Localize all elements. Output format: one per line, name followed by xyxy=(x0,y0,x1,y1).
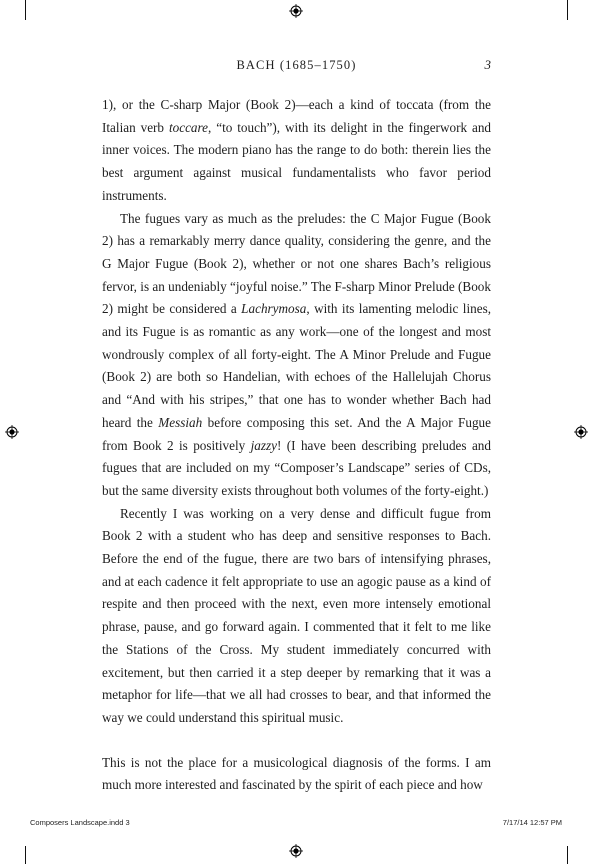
registration-mark-top-icon xyxy=(289,4,303,18)
paragraph-fugues xyxy=(102,208,491,503)
slug-timestamp: 7/17/14 12:57 PM xyxy=(502,818,562,827)
page-number: 3 xyxy=(484,57,491,72)
text-run: The fugues vary as much as the preludes: the C Major Fugue (Book 2) has a remarkably merry dance quality, considering the genre, and the G Major Fugue (Book 2), whether or not one shares Bach’s religious fervor, is an undeniably “joyful noise.” The F-sharp Minor Prelude (Book 2) might be considered a xyxy=(102,210,491,317)
crop-mark-top-right xyxy=(567,0,568,20)
crop-mark-bottom-left xyxy=(25,846,26,864)
paragraph-continuation xyxy=(102,94,491,208)
italic-phrase: Lachrymosa xyxy=(241,301,307,317)
crop-mark-bottom-right xyxy=(567,846,568,864)
slug-filename: Composers Landscape.indd 3 xyxy=(30,818,130,827)
paragraph-student xyxy=(102,503,491,730)
italic-phrase: toccare xyxy=(168,119,209,135)
text-run: , with its lamenting melodic lines, and its Fugue is as romantic as any work—one of the longest and most wondrously complex of all forty-eight. The A Minor Prelude and Fugue (Book 2) are both so Handelian, with echoes of the Hallelujah Chorus and “And with his stripes,” that one has to wonder whether Bach had heard the xyxy=(102,301,491,430)
running-head: BACH (1685–1750) xyxy=(236,58,357,72)
registration-mark-bottom-icon xyxy=(289,844,303,858)
registration-mark-right-icon xyxy=(574,425,588,439)
crop-mark-top-left xyxy=(25,0,26,20)
text-run: ! (I have been describing preludes and fugues that are included on my “Composer’s Landscape” series of CDs, but the same diversity exists throughout both volumes of the forty-eight.) xyxy=(102,437,491,498)
italic-phrase: jazzy xyxy=(250,437,277,453)
italic-phrase: Messiah xyxy=(158,414,203,430)
text-run: This is not the place for a musicological diagnosis of the forms. I am much more interested and fascinated by the spirit of each piece and how xyxy=(102,754,491,793)
registration-mark-left-icon xyxy=(5,425,19,439)
text-run: 1), or the C-sharp Major (Book 2)—each a kind of toccata (from the Italian verb xyxy=(102,97,491,135)
text-run: , “to touch”), with its delight in the fingerwork and inner voices. The modern piano has the range to do both: therein lies the best argument against musical fundamentalists who favor period instruments. xyxy=(102,119,492,203)
text-run: before composing this set. And the A Major Fugue from Book 2 is positively xyxy=(102,414,491,453)
paragraph-forms xyxy=(102,752,491,797)
text-run: Recently I was working on a very dense and difficult fugue from Book 2 with a student who has deep and sensitive responses to Bach. Before the end of the fugue, there are two bars of intensifying phrases, and at each cadence it felt appropriate to use an agogic pause as a kind of respite and then proceed with the next, even more intensely emotional phrase, pause, and go forward again. I commented that it felt to me like the Stations of the Cross. My student immediately concurred with excitement, but then carried it a step deeper by remarking that it was a metaphor for life—that we all had crosses to bear, and that informed the way we could understand this spiritual music. xyxy=(102,505,491,725)
body-text xyxy=(102,94,491,797)
page-header xyxy=(102,56,491,76)
